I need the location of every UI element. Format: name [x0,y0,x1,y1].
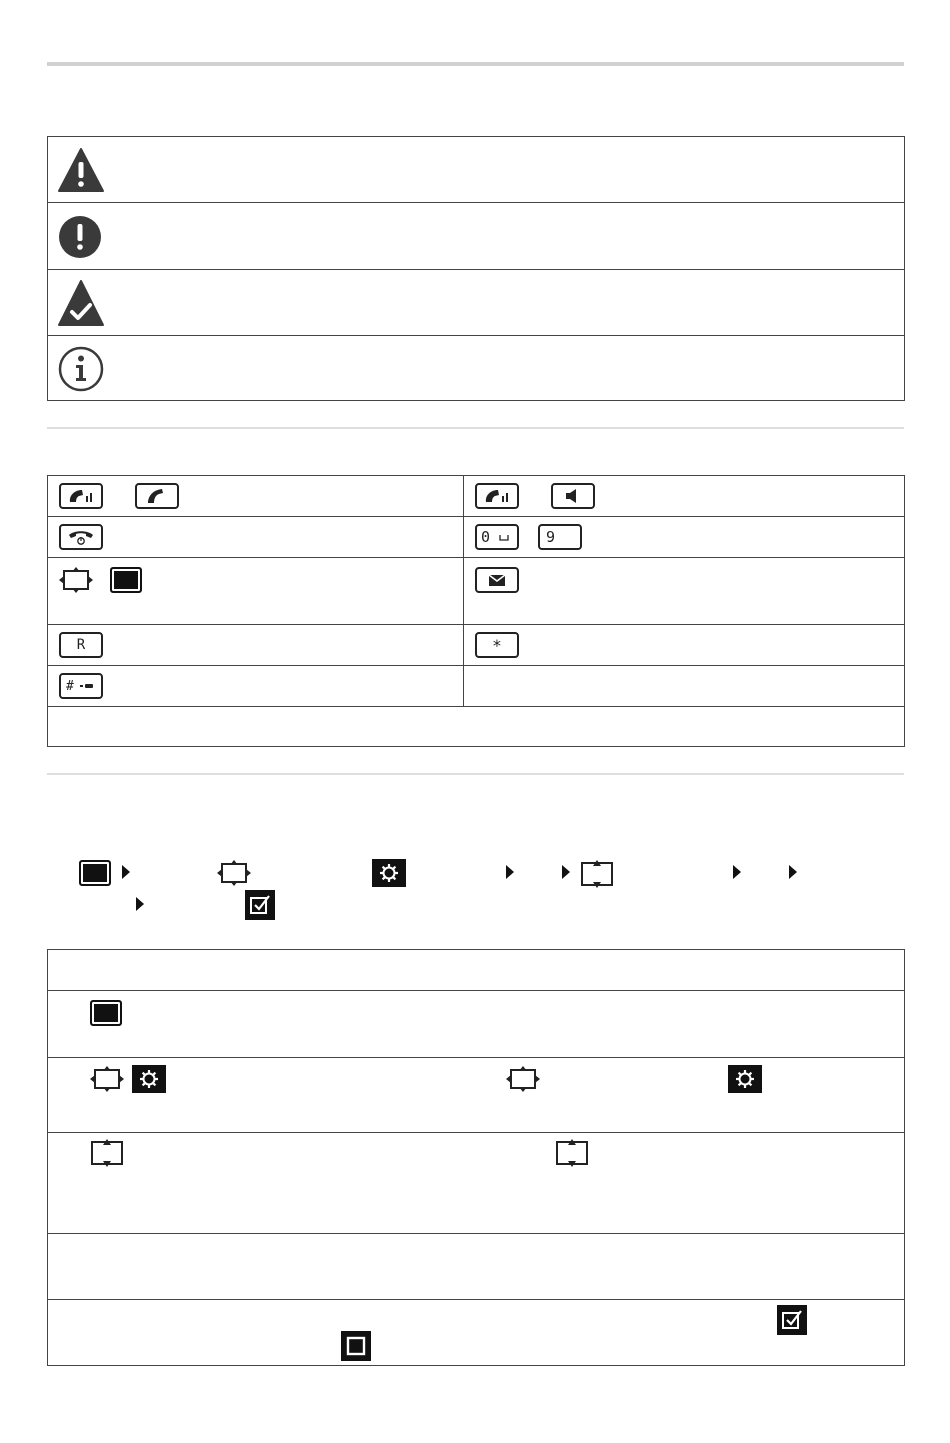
procedure-row-1 [48,991,904,1058]
talk-key-icon [59,483,103,509]
hash-key-icon [59,673,103,699]
checkbox-unchecked-icon [341,1331,371,1361]
hash-key-label: # [66,678,74,694]
arrow-right-icon [733,865,741,879]
end-call-key-icon [59,524,103,550]
message-key-icon [475,567,519,593]
section-rule-procedure [47,773,904,775]
display-key-icon [79,860,111,886]
procedure-row-header [48,950,904,991]
keys-row-5 [48,666,904,707]
procedure-row-2 [48,1058,904,1133]
recall-key-label: R [76,637,86,653]
control-key-icon [90,1066,124,1092]
arrow-right-icon [562,865,570,879]
section-rule-keys [47,427,904,429]
up-down-key-icon [555,1139,589,1167]
procedure-table [47,949,905,1366]
star-key-label: * [492,635,502,655]
digit-zero-label: 0 [481,528,491,546]
keys-row-2 [48,517,904,558]
speaker-key-icon [551,483,595,509]
control-key-icon [59,567,93,593]
header-rule [47,62,904,66]
procedure-row-3 [48,1133,904,1234]
settings-gear-icon [372,859,406,887]
keys-row-4 [48,625,904,666]
settings-gear-icon [728,1065,762,1093]
symbol-row-info [48,336,904,400]
procedure-example [0,855,950,925]
display-key-icon [110,567,142,593]
display-key-icon [90,1000,122,1026]
arrow-right-icon [506,865,514,879]
symbol-row-warning [48,137,904,203]
digit-nine-label: 9 [546,528,556,546]
check-badge-icon [57,279,105,327]
symbol-row-tip [48,270,904,336]
info-circle-icon [58,346,104,392]
star-key-icon [475,632,519,658]
up-down-key-icon [580,860,614,888]
keys-row-1 [48,476,904,517]
control-key-icon [506,1066,540,1092]
checkbox-checked-icon [777,1305,807,1335]
digit-nine-key-icon [538,524,582,550]
keys-row-6 [48,707,904,747]
arrow-right-icon [136,897,144,911]
recall-key-icon [59,632,103,658]
keys-table [47,475,905,747]
control-key-icon [217,860,251,886]
checkbox-checked-icon [245,890,275,920]
arrow-right-icon [789,865,797,879]
warning-triangle-icon [57,147,105,193]
up-down-key-icon [90,1139,124,1167]
talk-key-icon [475,483,519,509]
digit-zero-key-icon [475,524,519,550]
symbols-table [47,136,905,401]
keys-row-3 [48,558,904,625]
procedure-row-5 [48,1300,904,1365]
settings-gear-icon [132,1065,166,1093]
handset-key-icon [135,483,179,509]
exclamation-circle-icon [58,215,102,259]
arrow-right-icon [122,865,130,879]
symbol-row-important [48,203,904,270]
procedure-row-4 [48,1234,904,1300]
